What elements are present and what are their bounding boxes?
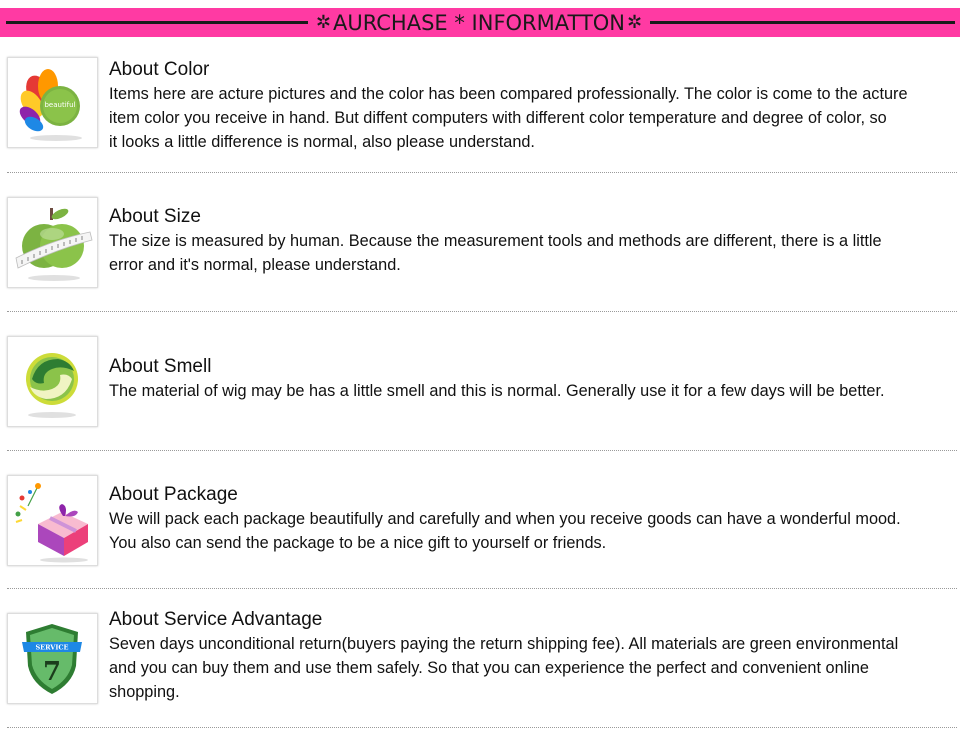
body-line: Items here are acture pictures and the color has been compared professionally. The color is come to the acture [109, 85, 908, 103]
green-swirl-icon [7, 336, 98, 427]
section-divider [7, 450, 957, 451]
banner-right-rule [650, 21, 955, 24]
body-line: Seven days unconditional return(buyers paying the return shipping fee). All materials are green environmental [109, 635, 899, 653]
svg-text:7: 7 [42, 657, 62, 687]
section-body [109, 379, 959, 403]
body-line: You also can send the package to be a nice gift to yourself or friends. [109, 534, 607, 552]
body-line: We will pack each package beautifully and carefully and when you receive goods can have a wonderful mood. [109, 510, 901, 528]
service-shield-icon [7, 613, 98, 704]
banner-left-rule [6, 21, 308, 24]
section-body [109, 632, 959, 704]
banner-title [308, 8, 650, 37]
body-line: shopping. [109, 683, 180, 701]
snowflake-icon: ✲ [315, 12, 331, 33]
gift-box-icon [7, 475, 98, 566]
body-line: it looks a little difference is normal, also please understand. [109, 133, 535, 151]
section-divider [7, 311, 957, 312]
section-title: About Package [109, 484, 238, 505]
header-banner [0, 8, 960, 37]
section-title: About Smell [109, 356, 212, 377]
section-body [109, 82, 959, 154]
section-body [109, 507, 959, 555]
svg-text:SERVICE: SERVICE [35, 643, 69, 652]
section-title: About Color [109, 59, 210, 80]
body-line: and you can buy them and use them safely. So that you can experience the perfect and convenient online [109, 659, 869, 677]
section-divider [7, 727, 957, 728]
body-line: error and it's normal, please understand. [109, 256, 401, 274]
snowflake-icon: ✲ [627, 12, 643, 33]
body-line: The material of wig may be has a little smell and this is normal. Generally use it for a few days will be better. [109, 382, 885, 400]
color-palette-icon [7, 57, 98, 148]
svg-text:beautiful: beautiful [44, 101, 76, 109]
apple-measuring-tape-icon [7, 197, 98, 288]
section-title: About Size [109, 206, 201, 227]
body-line: The size is measured by human. Because the measurement tools and methods are different, there is a little [109, 232, 882, 250]
section-title: About Service Advantage [109, 609, 323, 630]
section-divider [7, 172, 957, 173]
section-body [109, 229, 959, 277]
page-title: AURCHASE * INFORMATTON [332, 10, 626, 35]
body-line: item color you receive in hand. But diffent computers with different color temperature and degree of color, so [109, 109, 887, 127]
section-divider [7, 588, 957, 589]
